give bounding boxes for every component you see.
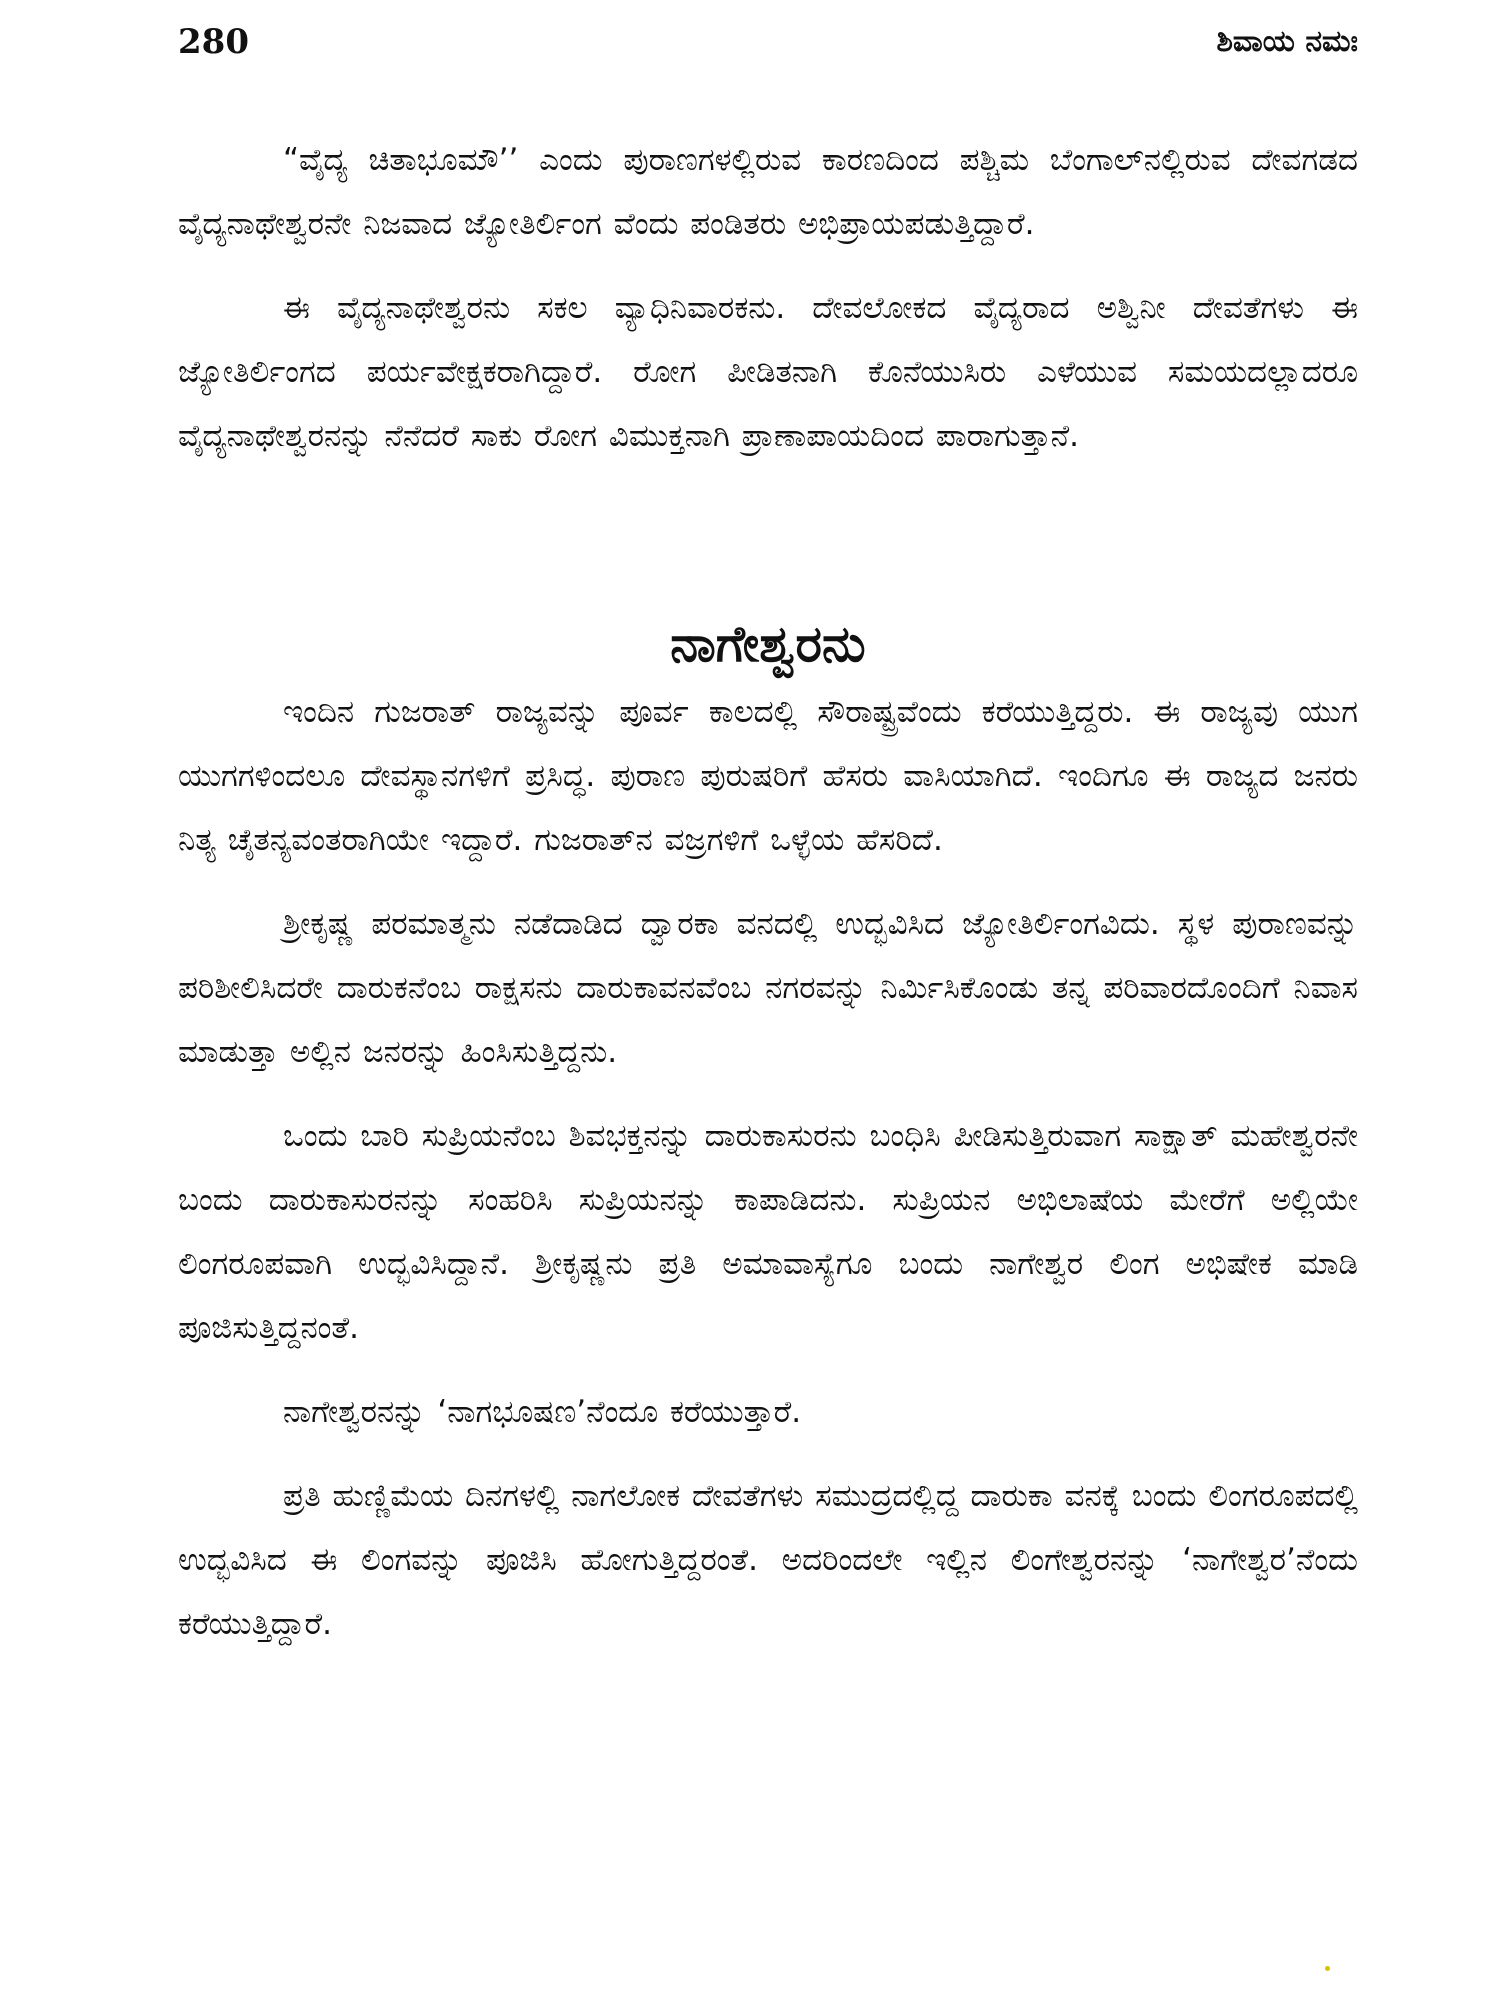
- paragraph: ಒಂದು ಬಾರಿ ಸುಪ್ರಿಯನೆಂಬ ಶಿವಭಕ್ತನನ್ನು ದಾರುಕಾಸುರನು ಬಂಧಿಸಿ ಪೀಡಿಸುತ್ತಿರುವಾಗ ಸಾಕ್ಷಾತ್ ಮಹೇಶ್ವರನೇ ಬಂದು ದಾರುಕಾಸುರನನ್ನು ಸಂಹರಿಸಿ ಸುಪ್ರಿಯನನ್ನು ಕಾಪಾಡಿದನು. ಸುಪ್ರಿಯನ ಅಭಿಲಾಷೆಯ ಮೇರೆಗೆ ಅಲ್ಲಿಯೇ ಲಿಂಗರೂಪವಾಗಿ ಉದ್ಭವಿಸಿದ್ದಾನೆ. ಶ್ರೀಕೃಷ್ಣನು ಪ್ರತಿ ಅಮಾವಾಸ್ಯೆಗೂ ಬಂದು ನಾಗೇಶ್ವರ ಲಿಂಗ ಅಭಿಷೇಕ ಮಾಡಿ ಪೂಜಿಸುತ್ತಿದ್ದನಂತೆ.: [178, 1118, 1358, 1346]
- page-body: [178, 128, 1358, 1656]
- page-number: 280: [178, 22, 249, 62]
- paragraph: ನಾಗೇಶ್ವರನನ್ನು ‘ನಾಗಭೂಷಣ’ನೆಂದೂ ಕರೆಯುತ್ತಾರೆ.: [283, 1394, 802, 1430]
- running-head: ಶಿವಾಯ ನಮಃ: [1216, 24, 1358, 59]
- print-speck: [1325, 1966, 1330, 1971]
- paragraph: ಇಂದಿನ ಗುಜರಾತ್ ರಾಜ್ಯವನ್ನು ಪೂರ್ವ ಕಾಲದಲ್ಲಿ ಸೌರಾಷ್ಟ್ರವೆಂದು ಕರೆಯುತ್ತಿದ್ದರು. ಈ ರಾಜ್ಯವು ಯುಗ ಯುಗಗಳಿಂದಲೂ ದೇವಸ್ಥಾನಗಳಿಗೆ ಪ್ರಸಿದ್ಧ. ಪುರಾಣ ಪುರುಷರಿಗೆ ಹೆಸರು ವಾಸಿಯಾಗಿದೆ. ಇಂದಿಗೂ ಈ ರಾಜ್ಯದ ಜನರು ನಿತ್ಯ ಚೈತನ್ಯವಂತರಾಗಿಯೇ ಇದ್ದಾರೆ. ಗುಜರಾತ್‌ನ ವಜ್ರಗಳಿಗೆ ಒಳ್ಳೆಯ ಹೆಸರಿದೆ.: [178, 694, 1358, 858]
- paragraph: ಶ್ರೀಕೃಷ್ಣ ಪರಮಾತ್ಮನು ನಡೆದಾಡಿದ ದ್ವಾರಕಾ ವನದಲ್ಲಿ ಉದ್ಭವಿಸಿದ ಜ್ಯೋತಿರ್ಲಿಂಗವಿದು. ಸ್ಥಳ ಪುರಾಣವನ್ನು ಪರಿಶೀಲಿಸಿದರೇ ದಾರುಕನೆಂಬ ರಾಕ್ಷಸನು ದಾರುಕಾವನವೆಂಬ ನಗರವನ್ನು ನಿರ್ಮಿಸಿಕೊಂಡು ತನ್ನ ಪರಿವಾರದೊಂದಿಗೆ ನಿವಾಸ ಮಾಡುತ್ತಾ ಅಲ್ಲಿನ ಜನರನ್ನು ಹಿಂಸಿಸುತ್ತಿದ್ದನು.: [178, 906, 1358, 1070]
- paragraph: ಈ ವೈದ್ಯನಾಥೇಶ್ವರನು ಸಕಲ ವ್ಯಾಧಿನಿವಾರಕನು. ದೇವಲೋಕದ ವೈದ್ಯರಾದ ಅಶ್ವಿನೀ ದೇವತೆಗಳು ಈ ಜ್ಯೋತಿರ್ಲಿಂಗದ ಪರ್ಯವೇಕ್ಷಕರಾಗಿದ್ದಾರೆ. ರೋಗ ಪೀಡಿತನಾಗಿ ಕೊನೆಯುಸಿರು ಎಳೆಯುವ ಸಮಯದಲ್ಲಾದರೂ ವೈದ್ಯನಾಥೇಶ್ವರನನ್ನು ನೆನೆದರೆ ಸಾಕು ರೋಗ ವಿಮುಕ್ತನಾಗಿ ಪ್ರಾಣಾಪಾಯದಿಂದ ಪಾರಾಗುತ್ತಾನೆ.: [178, 290, 1358, 454]
- section-title: ನಾಗೇಶ್ವರನು: [670, 615, 866, 673]
- page-header: [178, 22, 1358, 72]
- paragraph: “ವೈದ್ಯ ಚಿತಾಭೂಮೌ’’ ಎಂದು ಪುರಾಣಗಳಲ್ಲಿರುವ ಕಾರಣದಿಂದ ಪಶ್ಚಿಮ ಬೆಂಗಾಲ್‌ನಲ್ಲಿರುವ ದೇವಗಡದ ವೈದ್ಯನಾಥೇಶ್ವರನೇ ನಿಜವಾದ ಜ್ಯೋತಿರ್ಲಿಂಗ ವೆಂದು ಪಂಡಿತರು ಅಭಿಪ್ರಾಯಪಡುತ್ತಿದ್ದಾರೆ.: [178, 142, 1358, 242]
- paragraph: ಪ್ರತಿ ಹುಣ್ಣಿಮೆಯ ದಿನಗಳಲ್ಲಿ ನಾಗಲೋಕ ದೇವತೆಗಳು ಸಮುದ್ರದಲ್ಲಿದ್ದ ದಾರುಕಾ ವನಕ್ಕೆ ಬಂದು ಲಿಂಗರೂಪದಲ್ಲಿ ಉದ್ಭವಿಸಿದ ಈ ಲಿಂಗವನ್ನು ಪೂಜಿಸಿ ಹೋಗುತ್ತಿದ್ದರಂತೆ. ಅದರಿಂದಲೇ ಇಲ್ಲಿನ ಲಿಂಗೇಶ್ವರನನ್ನು ‘ನಾಗೇಶ್ವರ’ನೆಂದು ಕರೆಯುತ್ತಿದ್ದಾರೆ.: [178, 1478, 1358, 1642]
